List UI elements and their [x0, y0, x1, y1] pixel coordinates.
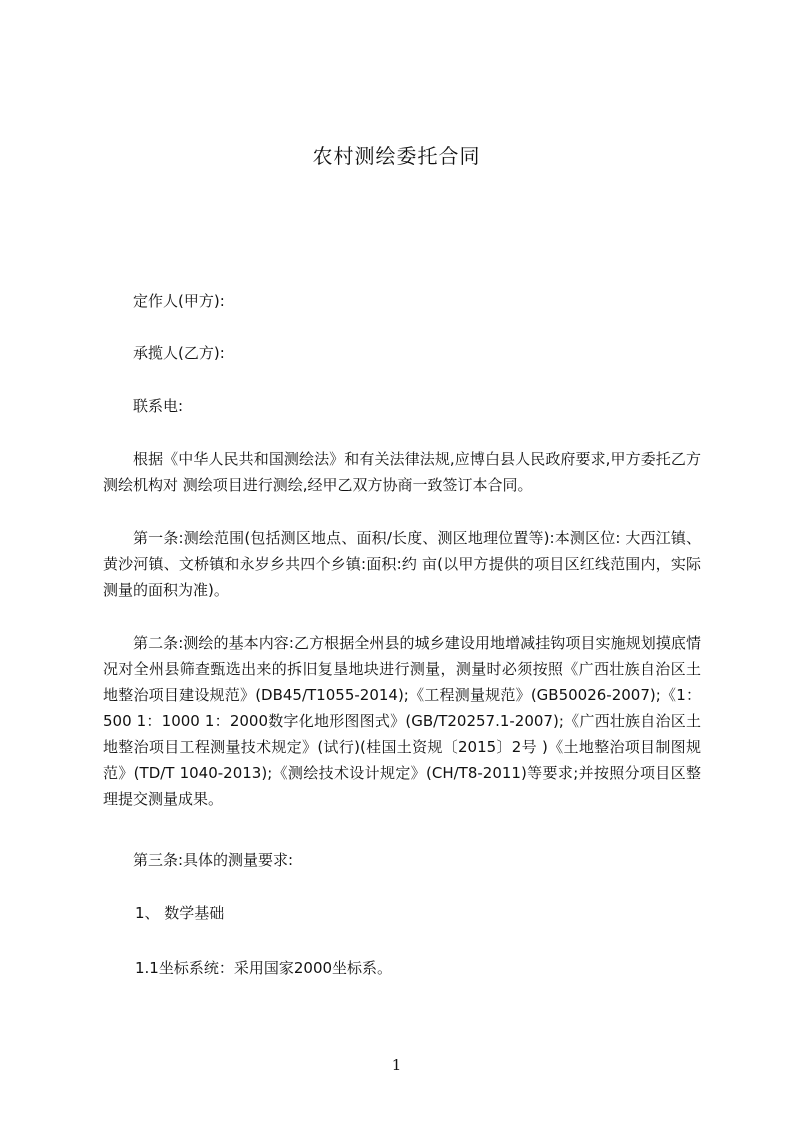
section-1-heading: 1、 数学基础 — [135, 904, 225, 922]
contact-label: 联系电: — [133, 397, 184, 415]
party-b-label: 承揽人(乙方): — [133, 344, 225, 362]
article-1-paragraph: 第一条:测绘范围(包括测区地点、面积/长度、测区地理位置等):本测区位: 大西江镇、黄沙河镇、文桥镇和永岁乡共四个乡镇:面积:约 亩(以甲方提供的项目区红线范围内，实际测量的面积为准)。 — [103, 529, 701, 599]
preamble-paragraph: 根据《中华人民共和国测绘法》和有关法律法规,应博白县人民政府要求,甲方委托乙方测绘机构对 测绘项目进行测绘,经甲乙双方协商一致签订本合同。 — [103, 450, 701, 494]
section-1-1-text: 1.1坐标系统：采用国家2000坐标系。 — [135, 959, 393, 977]
party-a-label: 定作人(甲方): — [133, 292, 225, 310]
article-2-paragraph: 第二条:测绘的基本内容:乙方根据全州县的城乡建设用地增减挂钩项目实施规划摸底情况对全州县筛查甄选出来的拆旧复垦地块进行测量，测量时必须按照《广西壮族自治区土地整治项目建设规范》(DB45/T1055-2014);《工程测量规范》(GB50026-2007);《1：500 1：1000 1：2000数字化地形图图式》(GB/T20257.1-2007);《广西壮族自治区土地整治项目工程测量技术规定》(试行)(桂国土资规〔2015〕2号 )《土地整治项目制图规范》(TD/T 1040-2013);《测绘技术设计规定》(CH/T8-2011)等要求;并按照分项目区整理提交测量成果。 — [103, 634, 701, 808]
article-3-heading: 第三条:具体的测量要求: — [133, 851, 294, 869]
document-title: 农村测绘委托合同 — [312, 144, 481, 168]
page-number: 1 — [391, 1056, 402, 1074]
